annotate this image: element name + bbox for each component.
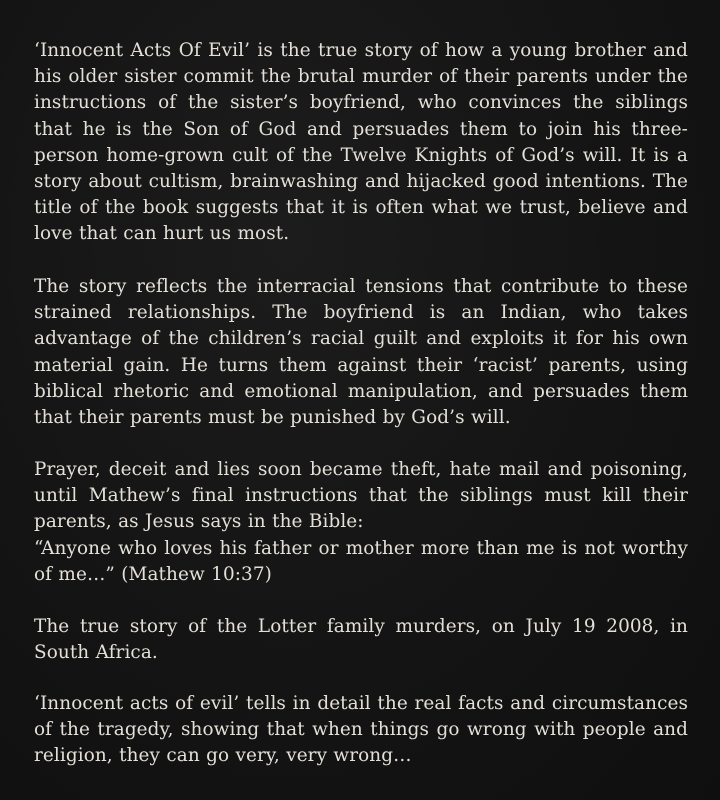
escalation-text: Prayer, deceit and lies soon became theft, hate mail and poisoning, until Mathew’s final instructions that the siblings must kill their parents, as Jesus says in the Bible: [34,459,688,533]
blurb-paragraph-interracial: The story reflects the interracial tensions that contribute to these strained relationships. The boyfriend is an Indian, who takes advantage of the children’s racial guilt and exploits it for his own material gain. He turns them against their ‘racist’ parents, using biblical rhetoric and emotional manipulation, and persuades them that their parents must be punished by God’s will. [34,276,688,429]
bible-quote: “Anyone who loves his father or mother more than me is not worthy of me…” (Mathew 10:37) [34,537,688,585]
blurb-paragraph-true-story: The true story of the Lotter family murders, on July 19 2008, in South Africa. [34,616,688,664]
blurb-paragraph-closing: ‘Innocent acts of evil’ tells in detail the real facts and circumstances of the tragedy, showing that when things go wrong with people and religion, they can go very, very wrong… [34,693,688,767]
blurb-paragraph-escalation [34,457,688,588]
blurb-paragraph-intro: ‘Innocent Acts Of Evil’ is the true story of how a young brother and his older sister commit the brutal murder of their parents under the instructions of the sister’s boyfriend, who convinces the siblings that he is the Son of God and persuades them to join his three-person home-grown cult of the Twelve Knights of God’s will. It is a story about cultism, brainwashing and hijacked good intentions. The title of the book suggests that it is often what we trust, believe and love that can hurt us most. [34,40,688,245]
